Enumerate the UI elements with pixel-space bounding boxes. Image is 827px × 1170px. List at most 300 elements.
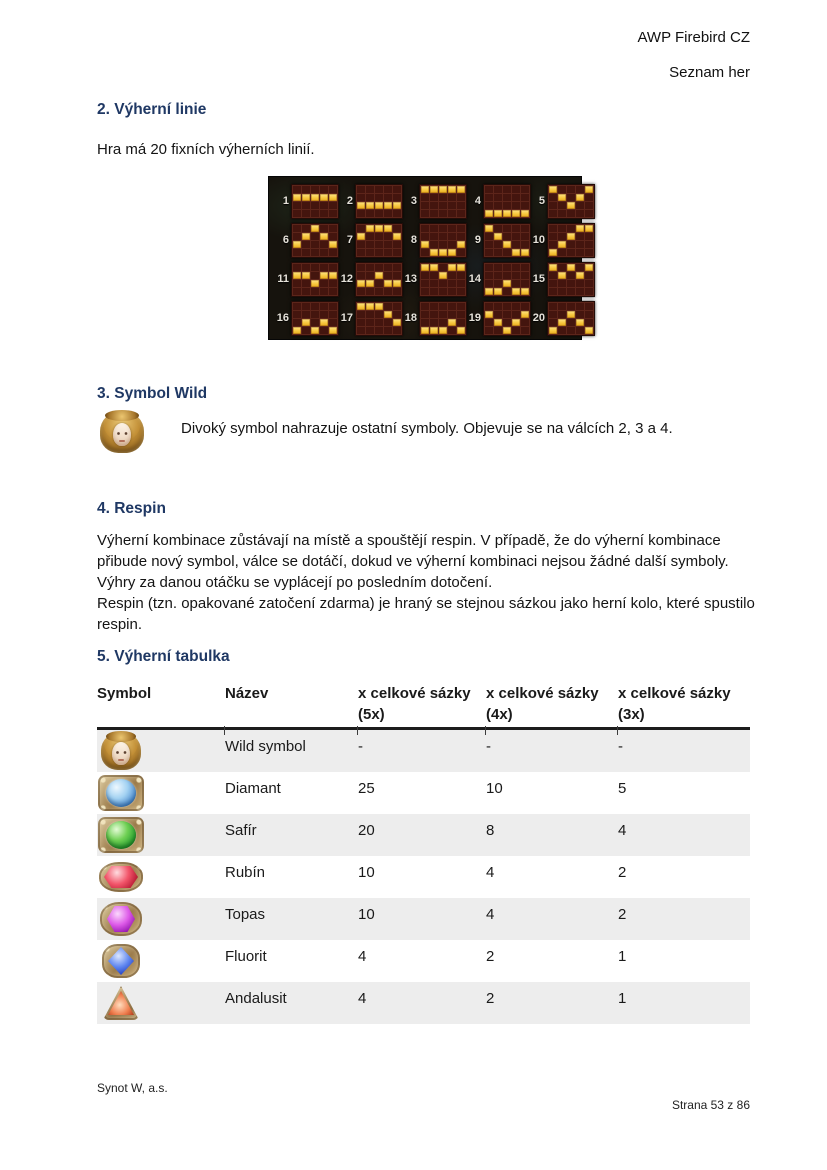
payline-number: 13 (404, 273, 417, 285)
payline-cell (567, 186, 575, 193)
payline-cell (357, 249, 365, 256)
payline-tile (467, 262, 531, 297)
payline-cell (384, 210, 392, 217)
payline-cell (485, 311, 493, 318)
payline-cell (329, 288, 337, 295)
payline-tile (403, 262, 467, 297)
payline-cell (576, 311, 584, 318)
payline-cell (302, 327, 310, 334)
payline-cell (430, 233, 438, 240)
payline-cell (485, 186, 493, 193)
payline-cell (302, 264, 310, 271)
payline-cell (567, 202, 575, 209)
payline-cell (585, 233, 593, 240)
payline-cell (485, 319, 493, 326)
payline-cell (512, 210, 520, 217)
payline-cell (320, 327, 328, 334)
section-2-heading: 2. Výherní linie (97, 101, 207, 118)
payline-cell (366, 288, 374, 295)
multiplier-4x-cell: 8 (486, 822, 495, 839)
payline-cell (558, 210, 566, 217)
payline-cell (549, 241, 557, 248)
payline-cell (549, 288, 557, 295)
payline-cell (366, 280, 374, 287)
payline-cell (421, 194, 429, 201)
payline-cell (384, 202, 392, 209)
payline-cell (293, 264, 301, 271)
payline-cell (311, 233, 319, 240)
payline-cell (329, 202, 337, 209)
symbol-cell (97, 982, 225, 1024)
payline-cell (585, 186, 593, 193)
payline-cell (357, 186, 365, 193)
payline-tile (339, 223, 403, 258)
payline-cell (302, 202, 310, 209)
name-cell: Rubín (225, 864, 266, 881)
payline-cell (357, 319, 365, 326)
payline-cell (311, 272, 319, 279)
payline-tile (339, 262, 403, 297)
payline-cell (329, 194, 337, 201)
payline-cell (558, 194, 566, 201)
payline-cell (503, 327, 511, 334)
paytable-body (97, 730, 750, 1024)
payline-number: 8 (410, 234, 417, 246)
payline-cell (320, 272, 328, 279)
payline-cell (302, 249, 310, 256)
payline-number: 20 (532, 312, 545, 324)
name-cell: Fluorit (225, 948, 267, 965)
payline-cell (585, 319, 593, 326)
payline-cell (585, 194, 593, 201)
payline-cell (521, 225, 529, 232)
footer-page-number: Strana 53 z 86 (671, 1098, 750, 1112)
payline-cell (521, 210, 529, 217)
payline-cell (457, 280, 465, 287)
payline-cell (521, 264, 529, 271)
payline-cell (375, 264, 383, 271)
multiplier-3x-cell: 1 (618, 948, 627, 965)
payline-cell (430, 280, 438, 287)
payline-cell (375, 272, 383, 279)
payline-cell (576, 241, 584, 248)
payline-cell (357, 303, 365, 310)
payline-cell (576, 280, 584, 287)
payline-cell (567, 288, 575, 295)
payline-tile (275, 262, 339, 297)
payline-cell (311, 186, 319, 193)
payline-cell (485, 264, 493, 271)
payline-cell (302, 194, 310, 201)
payline-grid (291, 301, 339, 336)
payline-cell (448, 264, 456, 271)
name-cell: Safír (225, 822, 257, 839)
payline-cell (366, 249, 374, 256)
payline-cell (293, 210, 301, 217)
payline-cell (320, 186, 328, 193)
payline-cell (448, 311, 456, 318)
payline-cell (293, 311, 301, 318)
payline-cell (585, 288, 593, 295)
multiplier-5x-cell: 20 (358, 822, 375, 839)
payline-cell (366, 202, 374, 209)
table-row (97, 898, 750, 940)
payline-cell (384, 288, 392, 295)
payline-cell (293, 194, 301, 201)
topaz-gem-icon (98, 900, 144, 938)
payline-cell (384, 319, 392, 326)
payline-cell (439, 264, 447, 271)
payline-cell (576, 272, 584, 279)
payline-cell (357, 280, 365, 287)
payline-cell (439, 327, 447, 334)
payline-cell (494, 311, 502, 318)
payline-cell (558, 225, 566, 232)
payline-cell (384, 249, 392, 256)
payline-cell (567, 319, 575, 326)
payline-cell (576, 233, 584, 240)
name-cell: Topas (225, 906, 266, 923)
payline-cell (430, 288, 438, 295)
payline-number: 16 (276, 312, 289, 324)
payline-cell (549, 327, 557, 334)
payline-cell (512, 272, 520, 279)
payline-cell (549, 303, 557, 310)
payline-number: 15 (532, 273, 545, 285)
payline-cell (576, 194, 584, 201)
payline-cell (366, 186, 374, 193)
payline-cell (439, 272, 447, 279)
payline-cell (485, 241, 493, 248)
payline-cell (311, 194, 319, 201)
payline-cell (320, 319, 328, 326)
payline-tile (531, 184, 595, 219)
payline-cell (393, 319, 401, 326)
payline-cell (439, 288, 447, 295)
payline-cell (512, 327, 520, 334)
payline-cell (567, 241, 575, 248)
payline-cell (494, 249, 502, 256)
column-header-bet-5x: x celkové sázky (5x) (358, 683, 486, 725)
multiplier-5x-cell: 10 (358, 864, 375, 881)
payline-cell (375, 194, 383, 201)
payline-cell (448, 194, 456, 201)
payline-cell (457, 194, 465, 201)
payline-cell (384, 225, 392, 232)
payline-cell (393, 186, 401, 193)
payline-cell (485, 202, 493, 209)
payline-cell (567, 303, 575, 310)
payline-cell (503, 225, 511, 232)
payline-cell (302, 241, 310, 248)
payline-cell (558, 233, 566, 240)
payline-cell (494, 280, 502, 287)
payline-cell (375, 249, 383, 256)
payline-cell (375, 202, 383, 209)
payline-cell (448, 202, 456, 209)
payline-cell (494, 303, 502, 310)
payline-grid (291, 223, 339, 258)
payline-cell (512, 303, 520, 310)
payline-cell (384, 194, 392, 201)
payline-cell (311, 311, 319, 318)
payline-tile (275, 223, 339, 258)
payline-cell (439, 303, 447, 310)
payline-cell (366, 327, 374, 334)
payline-cell (448, 210, 456, 217)
payline-cell (549, 264, 557, 271)
payline-cell (393, 327, 401, 334)
payline-number: 2 (346, 195, 353, 207)
payline-cell (448, 249, 456, 256)
payline-cell (485, 272, 493, 279)
payline-cell (384, 327, 392, 334)
payline-cell (393, 194, 401, 201)
payline-cell (457, 319, 465, 326)
multiplier-3x-cell: 2 (618, 906, 627, 923)
payline-cell (457, 241, 465, 248)
payline-cell (430, 225, 438, 232)
payline-cell (384, 303, 392, 310)
payline-cell (558, 249, 566, 256)
payline-cell (567, 225, 575, 232)
multiplier-5x-cell: 4 (358, 990, 367, 1007)
payline-cell (549, 272, 557, 279)
paytable-header (97, 683, 750, 730)
payline-cell (357, 210, 365, 217)
payline-cell (585, 202, 593, 209)
payline-cell (293, 249, 301, 256)
payline-cell (329, 319, 337, 326)
payline-grid (547, 262, 595, 297)
payline-cell (521, 288, 529, 295)
payline-cell (393, 202, 401, 209)
payline-cell (585, 225, 593, 232)
section-4-heading: 4. Respin (97, 500, 166, 517)
symbol-cell (97, 772, 225, 814)
payline-cell (375, 225, 383, 232)
payline-cell (485, 210, 493, 217)
payline-cell (558, 303, 566, 310)
payline-cell (421, 303, 429, 310)
payline-cell (512, 319, 520, 326)
payline-grid (483, 262, 531, 297)
payline-tile (403, 223, 467, 258)
multiplier-3x-cell: - (618, 738, 623, 755)
payline-cell (576, 210, 584, 217)
andalusite-gem-icon (98, 984, 144, 1022)
payline-grid (419, 301, 467, 336)
payline-cell (320, 303, 328, 310)
payline-cell (585, 249, 593, 256)
payline-cell (302, 233, 310, 240)
payline-cell (366, 241, 374, 248)
payline-cell (421, 280, 429, 287)
payline-cell (567, 272, 575, 279)
payline-cell (311, 225, 319, 232)
payline-cell (421, 327, 429, 334)
payline-cell (485, 249, 493, 256)
payline-cell (485, 303, 493, 310)
payline-cell (494, 288, 502, 295)
payline-cell (512, 233, 520, 240)
payline-cell (576, 319, 584, 326)
payline-cell (366, 194, 374, 201)
paytable (97, 683, 750, 1024)
payline-cell (293, 241, 301, 248)
payline-cell (357, 202, 365, 209)
payline-number: 7 (346, 234, 353, 246)
payline-cell (302, 210, 310, 217)
payline-cell (430, 186, 438, 193)
payline-number: 18 (404, 312, 417, 324)
payline-cell (503, 319, 511, 326)
payline-cell (448, 319, 456, 326)
table-row (97, 772, 750, 814)
respin-paragraph-2: Respin (tzn. opakované zatočení zdarma) je hraný se stejnou sázkou jako herní kolo, které spustilo respin. (97, 595, 755, 633)
symbol-cell (97, 940, 225, 982)
payline-cell (439, 210, 447, 217)
payline-grid (355, 184, 403, 219)
payline-cell (329, 241, 337, 248)
payline-cell (439, 311, 447, 318)
payline-cell (393, 233, 401, 240)
section-3-heading: 3. Symbol Wild (97, 385, 208, 402)
symbol-cell (97, 730, 225, 772)
payline-number: 17 (340, 312, 353, 324)
payline-cell (494, 272, 502, 279)
payline-cell (503, 311, 511, 318)
payline-cell (311, 319, 319, 326)
payline-grid (291, 184, 339, 219)
payline-cell (430, 202, 438, 209)
payline-cell (320, 264, 328, 271)
payline-cell (320, 233, 328, 240)
column-header-symbol: Symbol (97, 685, 152, 702)
payline-cell (430, 319, 438, 326)
payline-grid (419, 223, 467, 258)
payline-tile (467, 184, 531, 219)
payline-cell (576, 303, 584, 310)
table-row (97, 856, 750, 898)
payline-cell (567, 264, 575, 271)
payline-cell (430, 249, 438, 256)
payline-cell (366, 233, 374, 240)
payline-cell (549, 186, 557, 193)
payline-cell (512, 186, 520, 193)
payline-cell (293, 280, 301, 287)
multiplier-3x-cell: 1 (618, 990, 627, 1007)
payline-cell (384, 311, 392, 318)
payline-cell (448, 272, 456, 279)
payline-number: 10 (532, 234, 545, 246)
payline-tile (339, 301, 403, 336)
table-row (97, 940, 750, 982)
payline-cell (375, 319, 383, 326)
payline-cell (494, 186, 502, 193)
payline-cell (448, 241, 456, 248)
payline-cell (494, 233, 502, 240)
payline-cell (457, 186, 465, 193)
payline-cell (448, 225, 456, 232)
payline-cell (375, 233, 383, 240)
payline-grid (291, 262, 339, 297)
payline-cell (457, 210, 465, 217)
payline-cell (320, 202, 328, 209)
payline-cell (549, 233, 557, 240)
payline-cell (439, 194, 447, 201)
payline-cell (558, 186, 566, 193)
payline-cell (421, 288, 429, 295)
name-cell: Wild symbol (225, 738, 306, 755)
payline-cell (576, 249, 584, 256)
payline-cell (549, 202, 557, 209)
section-2-body: Hra má 20 fixních výherních linií. (97, 141, 315, 158)
payline-cell (393, 264, 401, 271)
payline-cell (421, 272, 429, 279)
payline-cell (439, 241, 447, 248)
payline-cell (503, 186, 511, 193)
multiplier-3x-cell: 2 (618, 864, 627, 881)
payline-cell (430, 210, 438, 217)
multiplier-4x-cell: 4 (486, 906, 495, 923)
payline-cell (393, 272, 401, 279)
respin-paragraph-1: Výherní kombinace zůstávají na místě a spouštějí respin. V případě, že do výherní kombinace přibude nový symbol, válce se dotáčí, dokud ve výherní kombinaci nejsou žádné další symboly. Výhry za danou otáčku se vyplácejí po posledním dotočení. (97, 532, 729, 591)
payline-cell (494, 241, 502, 248)
payline-cell (503, 202, 511, 209)
multiplier-3x-cell: 5 (618, 780, 627, 797)
payline-cell (521, 202, 529, 209)
payline-cell (320, 249, 328, 256)
payline-cell (421, 311, 429, 318)
payline-cell (320, 194, 328, 201)
payline-cell (357, 272, 365, 279)
payline-cell (494, 264, 502, 271)
payline-cell (293, 327, 301, 334)
payline-cell (558, 202, 566, 209)
payline-tile (467, 301, 531, 336)
symbol-cell (97, 898, 225, 940)
payline-grid (355, 301, 403, 336)
payline-cell (576, 288, 584, 295)
payline-cell (503, 249, 511, 256)
payline-cell (393, 303, 401, 310)
payline-cell (375, 186, 383, 193)
payline-cell (549, 225, 557, 232)
payline-cell (311, 280, 319, 287)
payline-cell (549, 280, 557, 287)
column-header-bet-3x: x celkové sázky (3x) (618, 683, 750, 725)
payline-cell (439, 280, 447, 287)
payline-cell (558, 241, 566, 248)
payline-number: 19 (468, 312, 481, 324)
payline-cell (311, 249, 319, 256)
table-row (97, 814, 750, 856)
payline-cell (512, 264, 520, 271)
payline-cell (567, 249, 575, 256)
payline-cell (512, 225, 520, 232)
payline-cell (503, 233, 511, 240)
payline-number: 4 (474, 195, 481, 207)
payline-cell (430, 311, 438, 318)
payline-cell (366, 210, 374, 217)
payline-cell (521, 272, 529, 279)
payline-cell (384, 186, 392, 193)
payline-cell (421, 319, 429, 326)
payline-cell (302, 280, 310, 287)
payline-cell (421, 249, 429, 256)
payline-cell (585, 303, 593, 310)
